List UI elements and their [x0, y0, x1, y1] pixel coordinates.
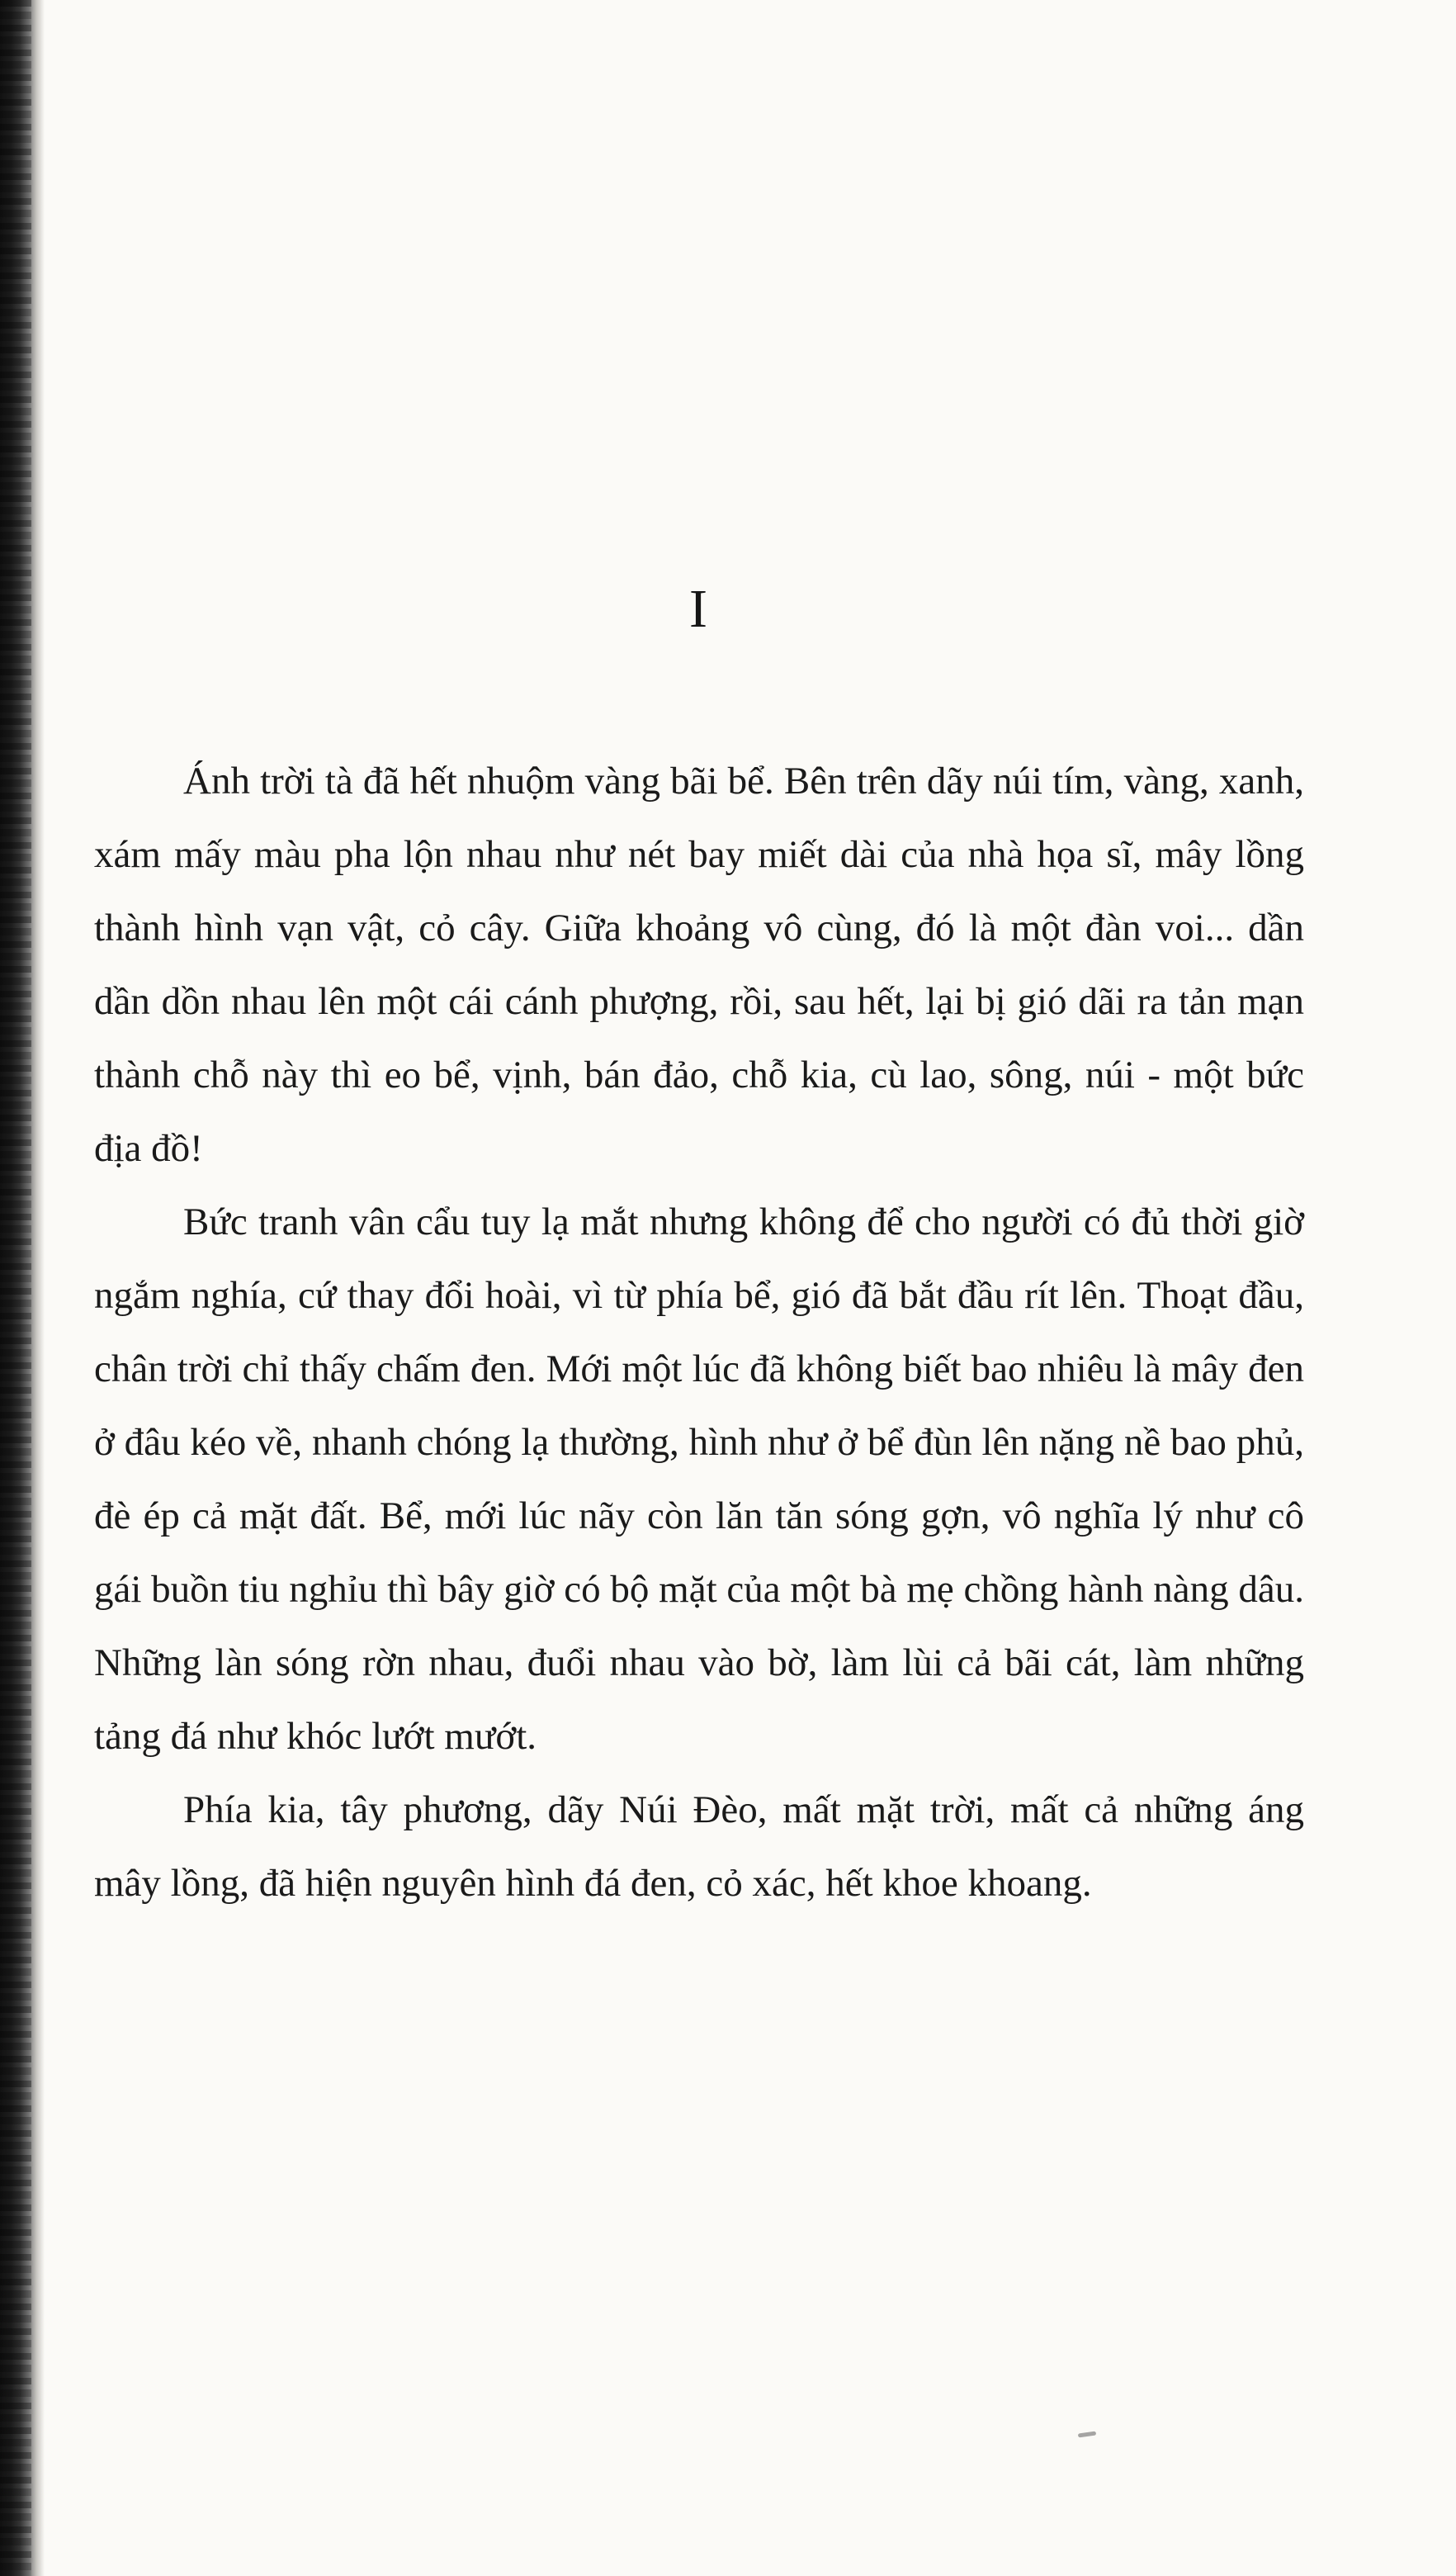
paragraph: Bức tranh vân cẩu tuy lạ mắt nhưng không để cho người có đủ thời giờ ngắm nghía, cứ thay đổi hoài, vì từ phía bể, gió đã bắt đầu rít lên. Thoạt đầu, chân trời chỉ thấy chấm đen. Mới một lúc đã không biết bao nhiêu là mây đen ở đâu kéo về, nhanh chóng lạ thường, hình như ở bể đùn lên nặng nề bao phủ, đè ép cả mặt đất. Bể, mới lúc nãy còn lăn tăn sóng gợn, vô nghĩa lý như cô gái buồn tiu nghỉu thì bây giờ có bộ mặt của một bà mẹ chồng hành nàng dâu. Những làn sóng rờn nhau, đuổi nhau vào bờ, làm lùi cả bãi cát, làm những tảng đá như khóc lướt mướt.: [94, 1200, 1304, 1758]
page-content: [94, 578, 1304, 1920]
chapter-heading: I: [689, 579, 709, 639]
paragraph: Ánh trời tà đã hết nhuộm vàng bãi bể. Bên trên dãy núi tím, vàng, xanh, xám mấy màu pha lộn nhau như nét bay miết dài của nhà họa sĩ, mây lồng thành hình vạn vật, cỏ cây. Giữa khoảng vô cùng, đó là một đàn voi... dần dần dồn nhau lên một cái cánh phượng, rồi, sau hết, lại bị gió dãi ra tản mạn thành chỗ này thì eo bể, vịnh, bán đảo, chỗ kia, cù lao, sông, núi - một bức địa đồ!: [94, 760, 1304, 1170]
paragraph: Phía kia, tây phương, dãy Núi Đèo, mất mặt trời, mất cả những áng mây lồng, đã hiện nguyên hình đá đen, cỏ xác, hết khoe khoang.: [94, 1788, 1304, 1905]
book-spine-shadow: [0, 0, 45, 2576]
scan-speck: [1078, 2431, 1096, 2437]
